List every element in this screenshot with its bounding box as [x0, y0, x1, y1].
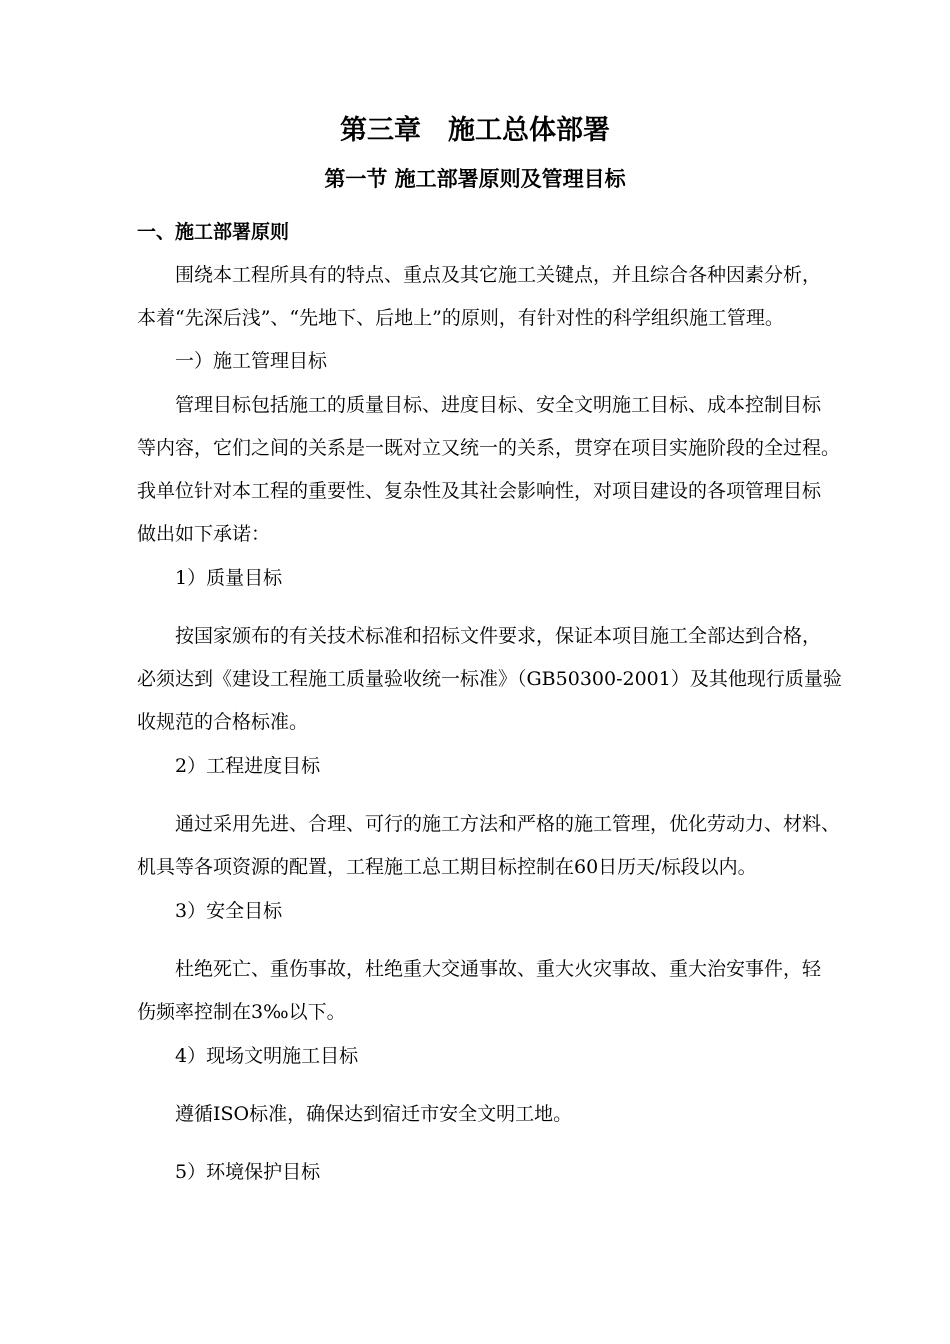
item-1-title: 1）质量目标: [175, 567, 283, 589]
item-2-title: 2）工程进度目标: [175, 755, 321, 777]
item-2-line-1: 通过采用先进、合理、可行的施工方法和严格的施工管理，优化劳动力、材料、: [175, 813, 841, 835]
item-1-line-1: 按国家颁布的有关技术标准和招标文件要求，保证本项目施工全部达到合格，: [175, 625, 822, 647]
paragraph-2-line-3: 我单位针对本工程的重要性、复杂性及其社会影响性，对项目建设的各项管理目标: [137, 480, 822, 502]
paragraph-1-line-2: 本着“先深后浅”、“先地下、后地上”的原则，有针对性的科学组织施工管理。: [137, 307, 784, 329]
subheading-management-goals: 一）施工管理目标: [175, 350, 328, 372]
item-5-title: 5）环境保护目标: [175, 1161, 321, 1183]
item-1-line-3: 收规范的合格标准。: [137, 711, 309, 733]
section-title: 第一节 施工部署原则及管理目标: [324, 166, 626, 191]
paragraph-1-line-1: 围绕本工程所具有的特点、重点及其它施工关键点，并且综合各种因素分析，: [175, 264, 822, 286]
item-4-line-1: 遵循ISO标准，确保达到宿迁市安全文明工地。: [175, 1103, 573, 1125]
item-1-line-2: 必须达到《建设工程施工质量验收统一标准》（GB50300-2001）及其他现行质量验: [137, 668, 842, 690]
item-2-line-2: 机具等各项资源的配置，工程施工总工期目标控制在60日历天/标段以内。: [137, 856, 757, 878]
chapter-title: 第三章 施工总体部署: [340, 115, 610, 146]
paragraph-2-line-1: 管理目标包括施工的质量目标、进度目标、安全文明施工目标、成本控制目标: [175, 394, 822, 416]
item-3-title: 3）安全目标: [175, 900, 283, 922]
item-3-line-1: 杜绝死亡、重伤事故，杜绝重大交通事故、重大火灾事故、重大治安事件，轻: [175, 958, 822, 980]
paragraph-2-line-2: 等内容，它们之间的关系是一既对立又统一的关系，贯穿在项目实施阶段的全过程。: [137, 437, 841, 459]
item-4-title: 4）现场文明施工目标: [175, 1045, 359, 1067]
item-3-line-2: 伤频率控制在3‰以下。: [137, 1001, 346, 1023]
paragraph-2-line-4: 做出如下承诺：: [137, 523, 271, 545]
heading-deployment-principles: 一、施工部署原则: [137, 221, 290, 243]
